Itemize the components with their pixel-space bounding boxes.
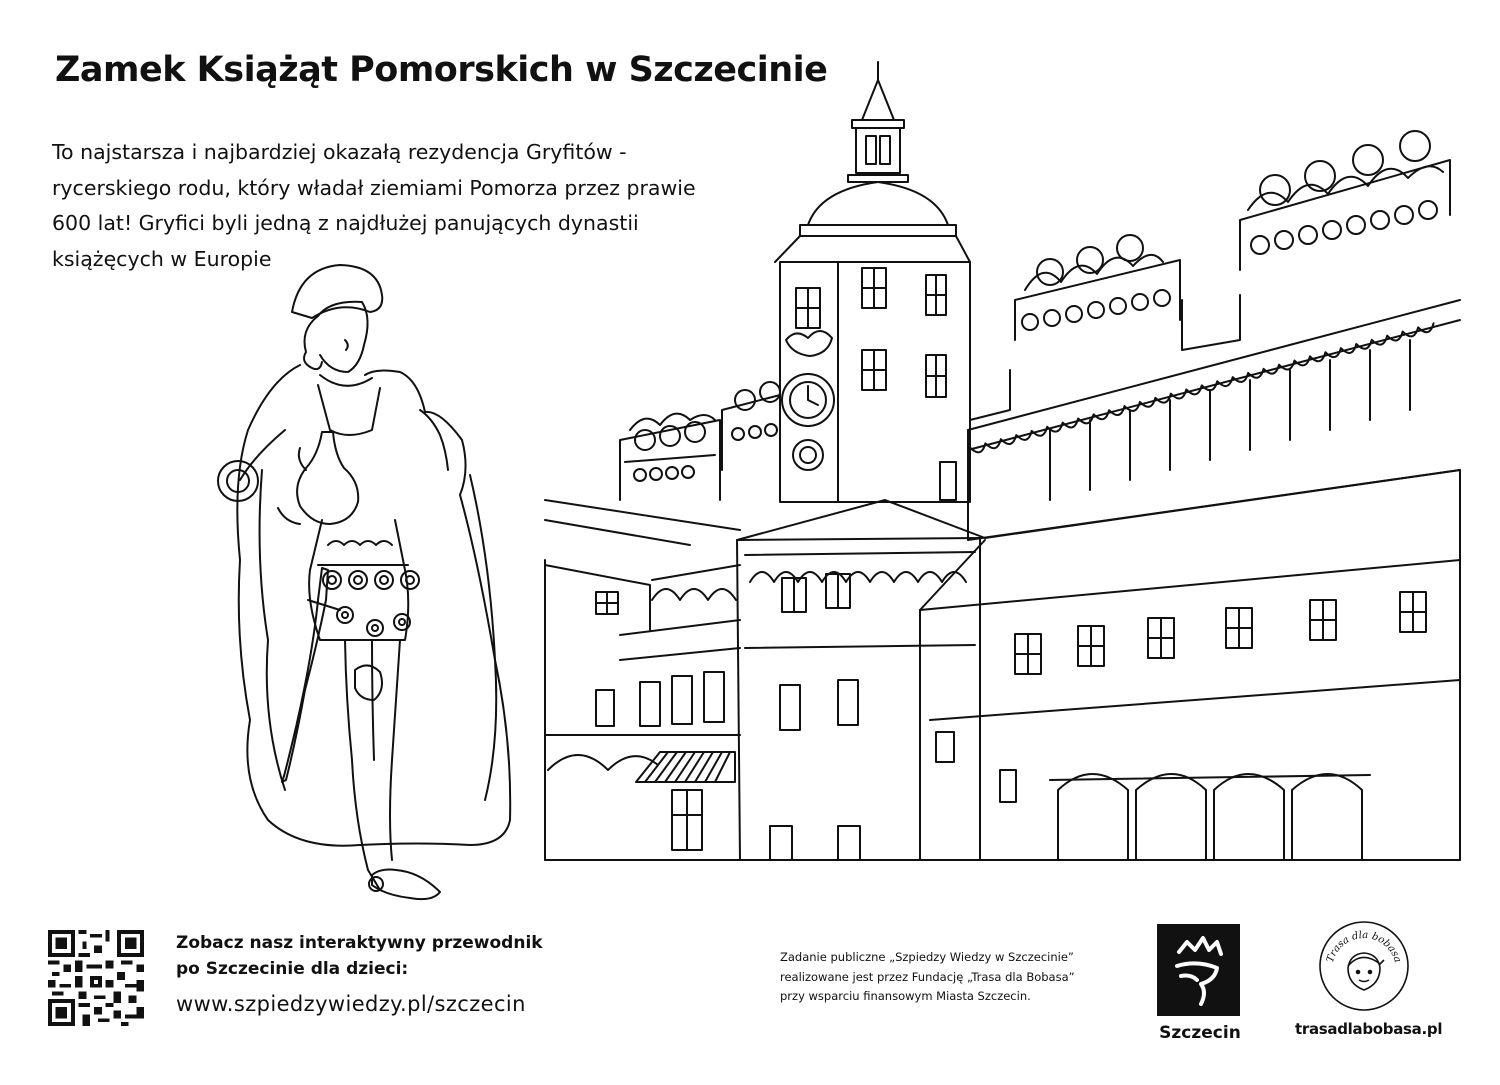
castle-arcade xyxy=(1050,774,1370,860)
castle-window-row xyxy=(936,592,1426,802)
funding-line: realizowane jest przez Fundację „Trasa dla Bobasa” xyxy=(780,969,1075,984)
funding-note xyxy=(780,948,1075,1007)
szczecin-logo xyxy=(1157,924,1240,1016)
guide-promo xyxy=(176,930,543,982)
griffin-crown-icon xyxy=(1157,924,1240,1016)
svg-text:Trasa dla bobasa xyxy=(1325,930,1403,964)
intro-line: 600 lat! Gryfici byli jedną z najdłużej panujących dynastii xyxy=(52,211,639,235)
child-face-icon xyxy=(1348,953,1380,990)
intro-line: rycerskiego rodu, który władał ziemiami Pomorza przez prawie xyxy=(52,175,696,200)
castle-building xyxy=(545,62,1460,860)
guide-line: Zobacz nasz interaktywny przewodnik xyxy=(176,933,543,953)
trasa-dla-bobasa-logo xyxy=(1318,920,1410,1012)
guide-url-link[interactable]: www.szpiedzywiedzy.pl/szczecin xyxy=(176,992,526,1016)
szczecin-logo-label: Szczecin xyxy=(1159,1023,1241,1043)
intro-line: To najstarsza i najbardziej okazałą rezydencja Gryfitów - xyxy=(52,140,627,164)
intro-line: książęcych w Europie xyxy=(52,246,272,271)
guide-line: po Szczecinie dla dzieci: xyxy=(176,959,409,979)
funding-line: Zadanie publiczne „Szpiedzy Wiedzy w Szczecinie” xyxy=(780,950,1074,964)
knight-figure xyxy=(218,265,510,899)
trasa-website-label[interactable]: trasadlabobasa.pl xyxy=(1295,1020,1443,1038)
trasa-logo-ring-text: Trasa dla bobasa xyxy=(1324,929,1403,964)
funding-line: przy wsparciu finansowym Miasta Szczecin. xyxy=(780,989,1031,1003)
qr-code-icon[interactable] xyxy=(48,930,144,1026)
page-title: Zamek Książąt Pomorskich w Szczecinie xyxy=(55,50,828,90)
